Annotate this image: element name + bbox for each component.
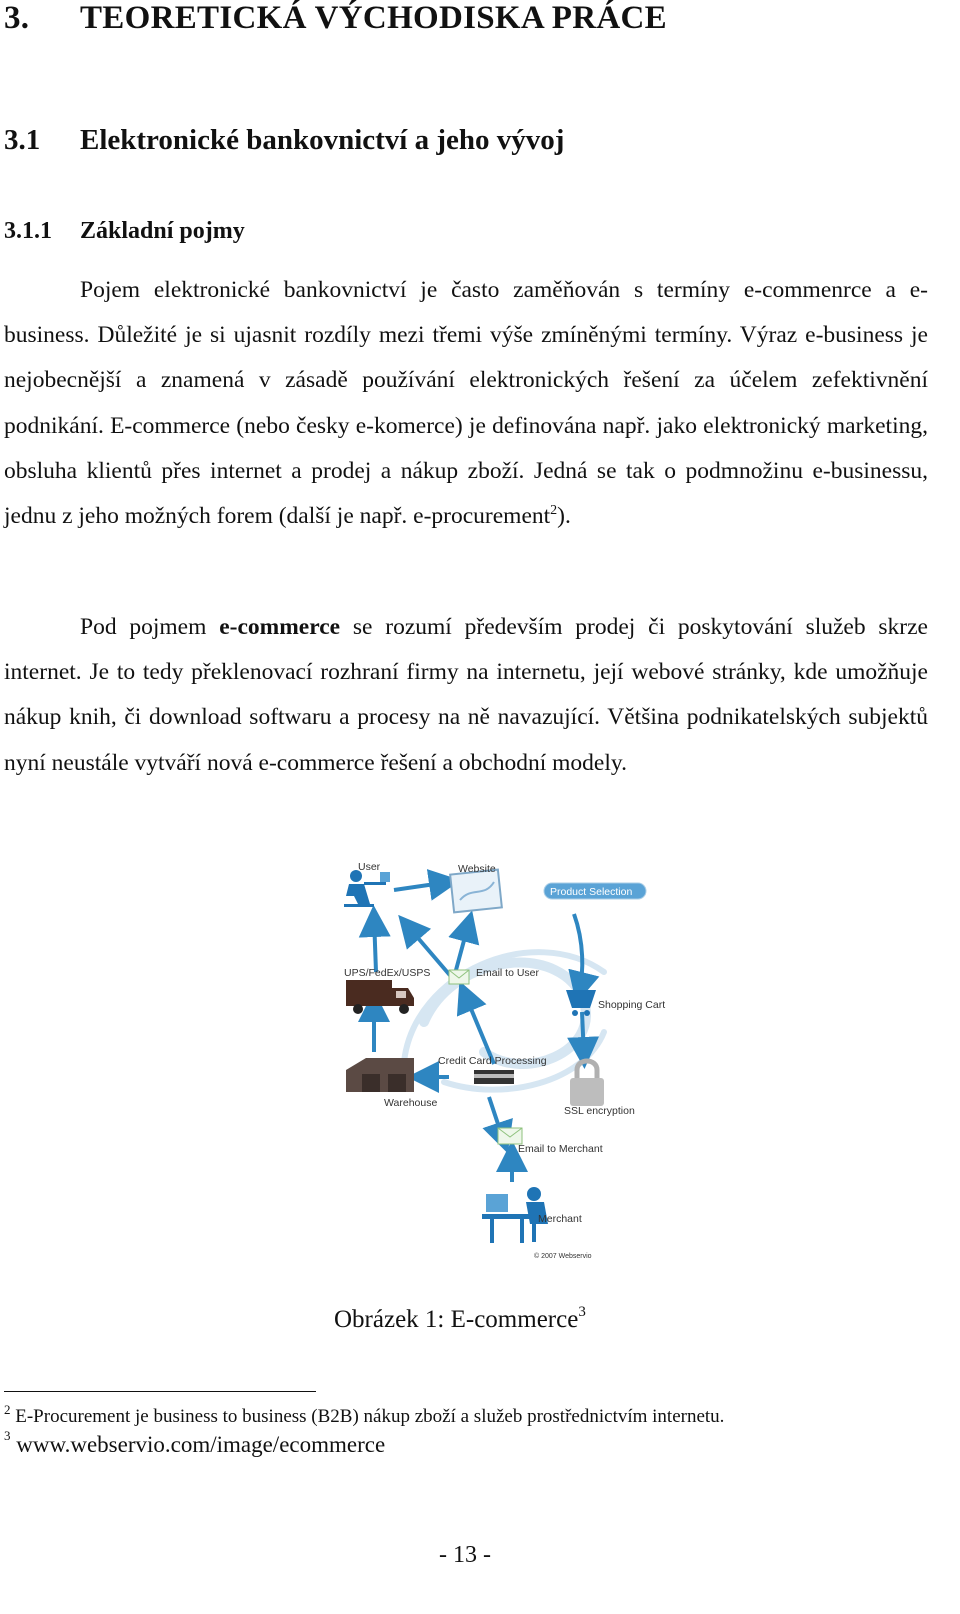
footnote-ref-2[interactable]: 2 bbox=[550, 503, 558, 519]
page-number: - 13 - bbox=[439, 1542, 491, 1568]
label-product-selection: Product Selection bbox=[550, 886, 633, 898]
user-icon bbox=[344, 870, 390, 907]
label-email-merchant: Email to Merchant bbox=[518, 1143, 603, 1155]
label-merchant: Merchant bbox=[538, 1213, 582, 1225]
label-copyright: © 2007 Webservio bbox=[534, 1253, 592, 1260]
label-email-user: Email to User bbox=[476, 967, 540, 979]
paragraph-tail: ). bbox=[557, 503, 571, 530]
envelope-icon-user bbox=[449, 970, 469, 984]
arrow-user-website bbox=[394, 882, 449, 890]
label-user: User bbox=[358, 861, 381, 873]
section-number: 3.1 bbox=[4, 124, 41, 156]
section-heading bbox=[4, 124, 564, 157]
paragraph-text-after: se rozumí především prodej či poskytování služeb skrze internet. Je to tedy překlenovací rozhraní firmy na internetu, její webové stránky, kde umožňuje nákup knih, či download softwaru a procesy na ně navazující. Většina podnikatelských subjektů nyní neustále vytváří nová e-commerce řešení a obchodní modely. bbox=[4, 614, 928, 776]
arrow-cart-ssl bbox=[582, 1012, 584, 1057]
footnote-text: E-Procurement je business to business (B2B) nákup zboží a služeb prostřednictvím internetu. bbox=[15, 1406, 725, 1427]
arrow-credit-email bbox=[464, 992, 494, 1064]
section-title: Elektronické bankovnictví a jeho vývoj bbox=[80, 124, 565, 156]
website-icon bbox=[450, 870, 502, 913]
label-ups: UPS/FedEx/USPS bbox=[344, 967, 431, 979]
warehouse-icon bbox=[346, 1058, 414, 1092]
label-credit-card: Credit Card Processing bbox=[438, 1055, 547, 1067]
envelope-icon-merchant bbox=[498, 1128, 522, 1144]
figure-caption bbox=[334, 1306, 586, 1334]
label-ssl: SSL encryption bbox=[564, 1105, 635, 1117]
paragraph-definitions bbox=[4, 268, 928, 539]
footnote-ref-3[interactable]: 3 bbox=[578, 1304, 586, 1320]
subsection-title: Základní pojmy bbox=[80, 218, 245, 244]
arrow-truck-user bbox=[374, 917, 376, 972]
chapter-number: 3. bbox=[4, 0, 30, 36]
ecommerce-diagram-svg bbox=[334, 852, 666, 1268]
label-website: Website bbox=[458, 863, 496, 875]
footnote-separator bbox=[4, 1391, 316, 1392]
paragraph-text-before: Pod pojmem bbox=[80, 614, 220, 640]
footnote-3 bbox=[4, 1428, 386, 1458]
ecommerce-diagram bbox=[334, 852, 666, 1268]
arrow-email-website bbox=[456, 922, 469, 970]
term-ecommerce: e-commerce bbox=[219, 614, 341, 640]
footnote-mark: 3 bbox=[4, 1428, 11, 1443]
footnote-2 bbox=[4, 1402, 725, 1428]
label-shopping-cart: Shopping Cart bbox=[598, 999, 666, 1011]
chapter-title: TEORETICKÁ VÝCHODISKA PRÁCE bbox=[80, 0, 667, 36]
lock-icon bbox=[570, 1061, 604, 1106]
flow-arrows bbox=[374, 882, 584, 1182]
footnote-link[interactable]: www.webservio.com/image/ecommerce bbox=[16, 1432, 386, 1457]
chapter-heading bbox=[4, 0, 667, 37]
subsection-heading bbox=[4, 218, 245, 245]
credit-card-icon bbox=[474, 1070, 514, 1084]
truck-icon bbox=[346, 980, 414, 1014]
caption-text: Obrázek 1: E-commerce bbox=[334, 1306, 579, 1333]
label-warehouse: Warehouse bbox=[384, 1097, 438, 1109]
paragraph-ecommerce bbox=[4, 605, 928, 786]
paragraph-text: Pojem elektronické bankovnictví je často zaměňován s termíny e-commenrce a e-business. Důležité je si ujasnit rozdíly mezi třemi výše zmíněnými termíny. Výraz e-business je nejobecnější a znamená v zásadě používání elektronických řešení za účelem zefektivnění podnikání. E-commerce (nebo česky e-komerce) je definována např. jako elektronický marketing, obsluha klientů přes internet a prodej a nákup zboží. Jedná se tak o podmnožinu e-businessu, jednu z jeho možných forem (další je např. e-procurement bbox=[4, 277, 928, 530]
subsection-number: 3.1.1 bbox=[4, 218, 52, 244]
footnote-mark: 2 bbox=[4, 1402, 11, 1417]
